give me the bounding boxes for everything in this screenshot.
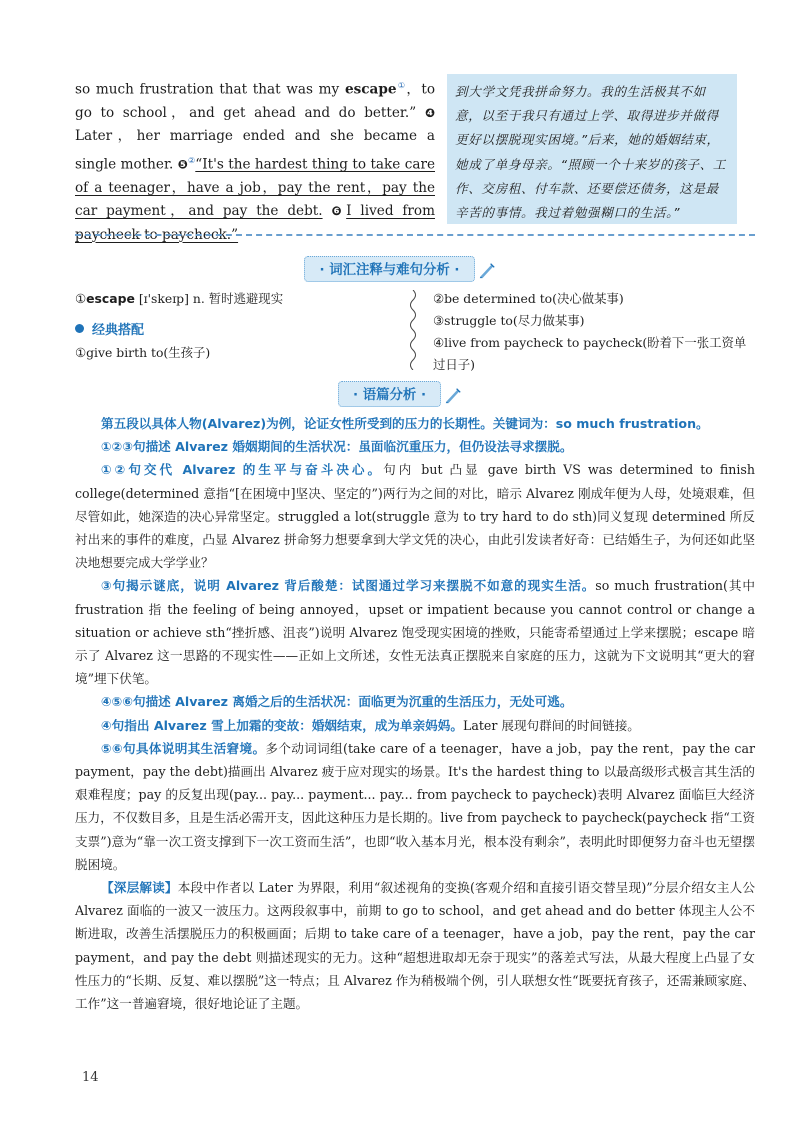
analysis-highlight: ①②句交代 Alvarez 的生平与奋斗决心。 xyxy=(101,462,384,478)
vocab-item: ②be determined to(决心做某事) xyxy=(433,291,624,306)
page-number: 14 xyxy=(82,1070,99,1085)
analysis-paragraph xyxy=(75,876,755,1015)
underlined-sentence: “It's the hardest thing to take care of a teenager，have a job，pay the rent，pay the car payment，and pay the debt. xyxy=(75,156,435,220)
analysis-paragraph xyxy=(75,435,755,458)
collocation-item: ①give birth to(生孩子) xyxy=(75,345,211,360)
collocation-title: 经典搭配 xyxy=(92,323,145,338)
vocab-right-column xyxy=(433,288,755,376)
collocation-heading xyxy=(75,320,395,342)
analysis-highlight: ④⑤⑥句描述 Alvarez 离婚之后的生活状况：面临更为沉重的生活压力，无处可逃。 xyxy=(101,694,573,710)
analysis-paragraph xyxy=(75,574,755,690)
sentence-number: ❻ xyxy=(331,204,347,219)
passage-text: so much frustration that that was my xyxy=(75,81,345,98)
passage-text: Later，her marriage ended and she became a single mother. xyxy=(75,128,435,173)
note-marker: ① xyxy=(396,81,407,90)
vocab-number: ① xyxy=(75,291,87,306)
passage-text: ，to go to school，and get ahead and do better.” xyxy=(75,81,435,121)
section-title-label: · 语篇分析 · xyxy=(338,381,441,407)
analysis-text: 本段中作者以 Later 为界限，利用“叙述视角的变换(客观介绍和直接引语交替呈现)”分层介绍女主人公 Alvarez 面临的一波又一波压力。这两段叙事中，前期 to go to school，and get ahead and do better 体现主人公不断进取，改善生活摆脱压力的积极画面；后期 to take care of a teenager，have a job，pay the rent，pay the car payment，and pay the debt 则描述现实的无力。这种“超想进取却无奈于现实”的落差式写法，从最大程度上凸显了女性压力的“长期、反复、难以摆脱”这一特点；且 Alvarez 作为稍极端个例，引人联想女性“既要抚育孩子，还需兼顾家庭、工作”这一普遍窘境，很好地论证了主题。 xyxy=(75,880,755,1012)
analysis-paragraph xyxy=(75,737,755,876)
passage-english xyxy=(75,74,435,247)
analysis-text: 多个动词词组(take care of a teenager，have a job，pay the rent，pay the car payment，pay the debt)描画出 Alvarez 疲于应对现实的场景。It's the hardest thing to 以最高级形式极言其生活的艰难程度；pay 的反复出现(pay... pay... payment... pay... from paycheck to paycheck)表明 Alvarez 面临巨大经济压力，不仅数目多，且是生活必需开支，因此这种压力是长期的。live from paycheck to paycheck(paycheck 指“工资支票”)意为“靠一次工资支撑到下一次工资而生活”，也即“收入基本月光，根本没有剩余”，表明此时即便努力奋斗也无望摆脱困境。 xyxy=(75,740,755,872)
analysis-paragraph xyxy=(75,412,755,435)
vocab-item xyxy=(75,288,395,310)
pen-icon xyxy=(444,386,462,404)
section-title-label: · 词汇注释与难句分析 · xyxy=(304,256,474,282)
note-marker: ② xyxy=(188,155,196,165)
vocab-item: ④live from paycheck to paycheck(盼着下一张工资单过日子) xyxy=(433,335,747,372)
pen-icon xyxy=(478,261,496,279)
analysis-text: 句内 but 凸显 gave birth VS was determined to finish college(determined 意指“[在困境中]坚决、坚定的”)两行为之间的对比，暗示 Alvarez 刚成年便为人母，处境艰难，但尽管如此，她深造的决心异常坚定。struggled a lot(struggle 意为 to try hard to do sth)同义复现 determined 所反衬出来的事件的难度，凸显 Alvarez 拼命努力想要拿到大学文凭的决心，由此引发读者好奇：已结婚生子，为何还如此坚决地想要完成大学学业？ xyxy=(75,462,756,571)
analysis-text: Later 展现句群间的时间链接。 xyxy=(462,717,640,733)
passage-area xyxy=(75,74,755,243)
analysis-paragraph xyxy=(75,690,755,713)
analysis-highlight: ⑤⑥句具体说明其生活窘境。 xyxy=(101,740,266,756)
translation-box: 到大学文凭我拼命努力。我的生活极其不如意，以至于我只有通过上学、取得进步并做得更好以摆脱现实困境。”后来，她的婚姻结束，她成了单身母亲。“照顾一个十来岁的孩子、工作、交房租、付车款、还要偿还债务，这是最辛苦的事情。我过着勉强糊口的生活。” xyxy=(447,74,737,224)
analysis-paragraph xyxy=(75,714,755,737)
vocab-item: ③struggle to(尽力做某事) xyxy=(433,313,585,328)
vocab-word: escape xyxy=(86,291,135,306)
analysis-highlight: 第五段以具体人物(Alvarez)为例，论证女性所受到的压力的长期性。关键词为：so much frustration。 xyxy=(101,416,709,431)
deep-reading-label: 【深层解读】 xyxy=(101,880,178,896)
sentence-number: ❺ xyxy=(177,157,188,172)
discourse-section-title xyxy=(0,381,800,407)
analysis-highlight: ③句揭示谜底，说明 Alvarez 背后酸楚：试图通过学习来摆脱不如意的现实生活。 xyxy=(101,578,596,594)
squiggle-divider xyxy=(406,290,420,370)
analysis-highlight: ④句指出 Alvarez 雪上加霜的变故：婚姻结束，成为单亲妈妈。 xyxy=(101,717,463,733)
analysis-text: so much frustration(其中 frustration 指 the feeling of being annoyed，upset or impatient because you cannot control or change a situation or achieve sth“挫折感、沮丧”)说明 Alvarez 饱受现实困境的挫败，只能寄希望通过上学来摆脱；escape 暗示了 Alvarez 这一思路的不现实性——正如上文所述，女性无法真正摆脱来自家庭的压力，这就为下文说明其“更大的窘境”埋下伏笔。 xyxy=(75,578,755,687)
section-divider xyxy=(75,234,755,236)
analysis-highlight: ①②③句描述 Alvarez 婚姻期间的生活状况：虽面临沉重压力，但仍设法寻求摆脱。 xyxy=(101,439,573,455)
vocab-left-column xyxy=(75,288,395,364)
analysis-body xyxy=(75,412,755,1015)
sentence-number: ❹ xyxy=(424,105,435,120)
escape-word: escape xyxy=(344,81,397,98)
vocab-definition: [ɪ'skeɪp] n. 暂时逃避现实 xyxy=(134,291,284,306)
underlined-sentence: I lived from paycheck to paycheck.” xyxy=(75,203,435,243)
bullet-icon xyxy=(75,324,84,333)
vocab-section-title xyxy=(0,256,800,282)
analysis-paragraph xyxy=(75,458,755,574)
